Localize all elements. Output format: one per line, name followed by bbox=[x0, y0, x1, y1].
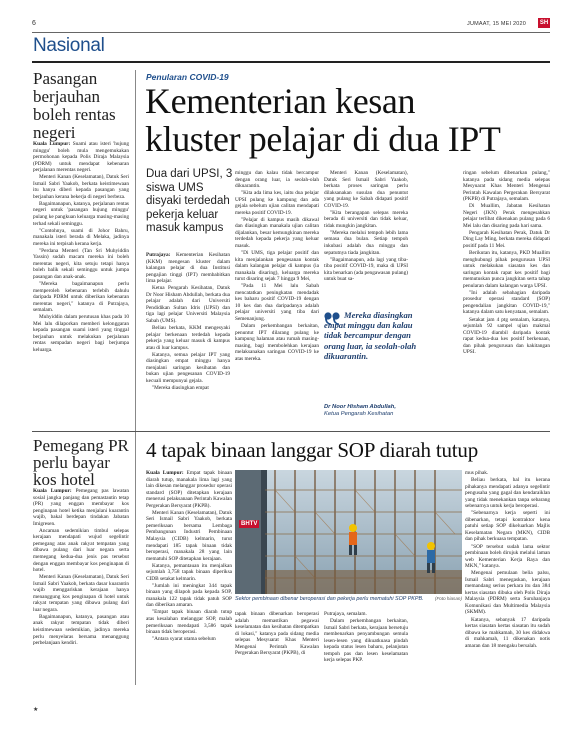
sop-story-para: Menteri Kanan (Keselamatan), Datuk Seri Ismail Sabri Yaakob, berkata pemeriksaan bersama Lembaga Pembangunan Industri Pembinaan Malaysia (CIDB) kelmarin, turut mendapati 185 tapak binaan tidak beroperasi, manakala 28 yang lain mematuhi SOP ditetapkan kerajaan. bbox=[146, 509, 232, 562]
construction-photo bbox=[235, 470, 462, 594]
left-story1-para: Bagaimanapun, katanya, perjalanan rentas negeri untuk 'pasangan hujung minggu' pulang ke pangkuan keluarga masing-masing terhad sekali seminggu. bbox=[33, 200, 129, 227]
left-story2-headline: Pemegang PR perlu bayar kos hotel bbox=[33, 436, 129, 489]
left-story2-para: Bagaimanapun, katanya, pasangan atau anak rakyat tempatan tidak diberi keistimewaan sedemikian, jadinya mereka perlu menyelaras bersama menanggung perbelanjaan kendiri. bbox=[33, 613, 129, 647]
mid-page-rule bbox=[32, 431, 550, 432]
sop-story-col2 bbox=[235, 611, 319, 688]
main-story-subhead: Dua dari UPSI, 3 siswa UMS disyaki terdedah pekerja keluar masuk kampus bbox=[146, 168, 233, 234]
main-story-para: "Mereka diasingkan empat bbox=[152, 384, 209, 391]
left-story1-para: Kuala Lumpur: Suami atau isteri 'hujung minggu' boleh mula mengemukakan permohonan kepada Polis Diraja Malaysia (PDRM) untuk mendapat kebenaran perjalanan merentas negeri. bbox=[33, 141, 129, 174]
sop-story-para: "Jumlah ini meningkat 344 tapak binaan yang dilapoh pada kepada SOP, manakala 122 tapak tidak patuh SOP dan diberikan amaran. bbox=[146, 582, 232, 609]
left-story1-para: Menteri Kanan (Keselamatan), Datuk Seri Ismail Sabri Yaakob, berkata keistimewaan itu hanya diberi kepada pasangan yang berjauhan kerana bekerja di negeri berbeza. bbox=[33, 174, 129, 200]
left-story1-para: "Contohnya, suami di Johor Bahru, manakala isteri berada di Melaka, jadinya mereka ini terpisah kerana kerja. bbox=[33, 227, 129, 247]
sop-story-para: Katanya, pemantauan itu menjalkan sejumlah 3,758 tapak binaan diperiksa CIDB setakat kelmarin. bbox=[146, 562, 232, 582]
photo-watermark: BHTV bbox=[241, 521, 258, 527]
left-story2-para: Menteri Kanan (Keselamatan), Datuk Seri Ismail Sabri Yaakob, berkata dasar kuarantin wajib menggariskan kerajaan hanya menanggung kos penginapan di hotel untuk rakyat tempatan yang dibawa pulang dari luar negara. bbox=[33, 574, 129, 613]
left-story1-para: "Perdana Menteri (Tan Sri Muhyiddin Yassin) sudah macam mereka ini boleh merentas negeri, kita setuju tetapi hanya boleh balik sekali seminggu untuk jumpa pasangan dan anak-anak. bbox=[33, 247, 129, 280]
sop-story-para: Mengenai pemulaan belia palsu, Ismail Sabri menegaskan, kerajaan memandang serius perkara itu dan 384 kertas siasatan dibuka oleh Polis Diraja Malaysia (PDRM) serta Suruhanjaya Komunikasi dan Multimedia Malaysia (SKMM). bbox=[465, 570, 550, 616]
main-story-kicker: Penularan COVID-19 bbox=[146, 72, 229, 82]
sop-story-para: Beliau berkata, hal itu kerana pihakanya mendapati adanya segelintir pengusaha yang gagal dan kendaraiklan yang tidak menekankan tanpa sebarang sebenarnya untuk kerja beroperasi. bbox=[465, 477, 550, 510]
masthead-bottom-rule bbox=[32, 61, 550, 63]
left-story1-headline: Pasangan berjauhan boleh rentas negeri bbox=[33, 69, 116, 142]
sop-story-col4 bbox=[465, 470, 550, 688]
main-story-para: "Pelajar di kampus masih dikawal dan diasingkan manakala ujian calitan dijalankan, besar kemungkinan mereka terdedah kepada pekerja yang keluar masuk. bbox=[235, 216, 319, 250]
sop-story-para: Putrajaya, semalam. bbox=[324, 611, 367, 617]
main-story-para: "Ini adalah sebahagian daripada prosedur operasi standard (SOP) pengendalian jangkitan COVID-19," katanya dalam satu kenyataan, semalam. bbox=[463, 289, 550, 316]
main-story-col3 bbox=[324, 170, 408, 308]
end-of-page-star-icon: ★ bbox=[33, 707, 39, 713]
main-story-para: Katanya, semua pelajar IPT yang diasingkan empat minggu hanya menjalani saringan kesihatan dan bukan ujian pengesanan COVID-19 kecuali mempunyai gejala. bbox=[146, 351, 230, 384]
main-story-para: "Mereka melalui tempoh lebih lama semasa dua bulan. Setiap tempoh inkubasi adalah dua minggu dan sepatutnya tiada jangkitan. bbox=[324, 229, 408, 256]
sop-story-headline: 4 tapak binaan langgar SOP diarah tutup bbox=[146, 438, 479, 462]
main-story-para: Setakat jam 4 ptg semalam, katanya, sejumlah 92 sampel ujian makmal COVID-19 diambil daripada kontak rapat kedua-dua kes positif berkenaan, dan pihak pengurusan dan kakitangan UPSI. bbox=[463, 316, 550, 356]
sop-story-para: "Antara syarat utama sebelum bbox=[152, 636, 216, 643]
photo-caption-text: Sektor pembinaan dibenar beroperasi dan pekerja perlu mematuhi SOP PKPB. bbox=[235, 596, 424, 602]
sop-story-col3 bbox=[324, 611, 408, 688]
left-column-divider bbox=[135, 70, 136, 685]
main-story-headline-line2: kluster pelajar di dua IPT bbox=[145, 119, 501, 159]
main-story-para: Di Muallim, Jabatan Kesihatan Negeri (JKN) Perak mengesahkan pelajar terlibat dikenakan pulang pada 6 Mei lalu dan disaring pada hari sama. bbox=[463, 203, 550, 229]
left-story2-para: Kuala Lumpur: Pemegang pas lawatan sosial jangka panjang dan pemastautin tetap (PR) yang enggan membayar kos penginapan hotel ketika menjalani kuarantin wajib, bakal berdepan tindakan Jabatan Imigresen. bbox=[33, 488, 129, 527]
pull-quote-text: Mereka diasingkan empat minggu dan kalau tidak bercampur dengan orang luar, ia seolah-olah dikuarantin. bbox=[324, 310, 417, 361]
page-number: 6 bbox=[32, 20, 36, 27]
left-story2-body bbox=[33, 488, 129, 688]
main-story-para: "Pada 11 Mei lalu Sabah mencatatkan peningkatan mendadak kes baharu positif COVID-19 dengan 10 kes dan dua daripadanya adalah pelajar universiti yang tiba dari Semenanjung. bbox=[235, 283, 319, 323]
photo-caption bbox=[235, 596, 462, 602]
main-story-col1 bbox=[146, 252, 230, 428]
main-story-headline-line1: Kementerian kesan bbox=[145, 81, 416, 121]
section-title: Nasional bbox=[33, 35, 105, 56]
main-story-para: Berikutan itu, katanya, PKD Muallim menghubungi pihak pengurusan UPSI untuk melakukan siasatan kes dan saringan kontak rapat kes positif bagi memutuskan punca jangkitan serta tahap penularan dalam kalangan warga UPSI. bbox=[463, 250, 550, 289]
main-story-para: minggu dan kalau tidak bercampur dengan orang luar, ia seolah-olah dikuarantin. bbox=[235, 170, 319, 190]
pull-quote bbox=[324, 310, 434, 426]
page-date: JUMAAT, 15 MEI 2020 bbox=[467, 21, 527, 27]
sop-story-para: Kuala Lumpur: Empat tapak binaan diarah tutup, manakala lima lagi yang lain dikesan melanggar prosedur operasi standard (SOP) ditetapkan kerajaan menerusi pelaksanaan Perintah Kawalan Pergerakan Bersyarat (PKPB). bbox=[146, 470, 232, 509]
main-story-para: Beliau berkata, KKM mengesyaki pelajar berkenaan terdedah kepada pekerja yang keluar masuk di kampus atau di luar kampus. bbox=[146, 325, 230, 351]
sop-story-col1 bbox=[146, 470, 232, 688]
sop-story-para: tapak binaan dibenarkan beroperasi adalah memastikan pegawai keselamatan dan kesihatan ditempatkan di lokasi," katanya pada sidang media selepas Mesyuarat Khas Menteri Mengenai Perintah Kawalan Pergerakan Bersyarat (PKPB), di bbox=[235, 611, 319, 657]
sop-story-para: Dalam perkembangan berkaitan, Ismail Sabri berkata, kerajaan bersetuju membenarkan penyambungan semula lesen-lesen yang dikuatkuasa pindah kepada status lesen baharu, pelanjutan tempoh pas dan lesen keselamatan kerja selepas PKP. bbox=[324, 618, 408, 664]
main-story-para: "Kita ada lima kes, iaitu dua pelajar UPSI pulang ke kampung dan ada gejala sebelum ujian calitan mendapati mereka positif COVID-19. bbox=[235, 190, 319, 216]
main-story-col4 bbox=[463, 170, 550, 428]
photo-credit: (Foto hiasan) bbox=[434, 596, 462, 601]
left-story1-para: Muhyiddin dalam perutusan khas pada 10 Mei lalu dilaporkan memberi kelonggaran kepada pasangan suami isteri yang tinggal berjauhan untuk melakukan perjalanan rentas sempadan negeri bagi berjumpa keluarga. bbox=[33, 314, 129, 353]
sop-story-para: mus pihak. bbox=[465, 470, 489, 476]
pull-quote-attribution-name: Dr Noor Hisham Abdullah, bbox=[324, 404, 396, 410]
main-story-para: Ketua Pengarah Kesihatan, Datuk Dr Noor Hisham Abdullah, berkata dua pelajar adalah dari Universiti Pendidikan Sultan Idris (UPSI) dan tiga lagi pelajar Universiti Malaysia Sabah (UMS). bbox=[146, 285, 230, 324]
brand-mark-logo: SH bbox=[539, 20, 549, 26]
left-story1-para: "Mereka bagaimanapun perlu memperoleh kebenaran terlebih dahulu daripada PDRM untuk diberikan kebenaran merentas negeri," katanya di Putrajaya, semalam. bbox=[33, 280, 129, 314]
sop-story-para: "Empat tapak binaan diarah tutup atas kesalahan melanggar SOP, malah pemeriksaan mendapati 3,586 tapak binaan tidak beroperasi. bbox=[146, 609, 232, 636]
sop-story-para: "SOP tersebut sudah lama sektor pembinaan boleh dirujuk melalui laman web Kementerian Kerja Raya dan MKN," katanya. bbox=[465, 543, 550, 570]
main-story-para: "Bagaimanapun, ada lagi yang tiba-tiba positif COVID-19, maka di UPSI kita benarkan (ada pengawasan pulang) untuk buat sa- bbox=[324, 256, 408, 283]
main-story-para: Menteri Kanan (Keselamatan), Datuk Seri Ismail Sabri Yaakob, berkata proses saringan perlu dilaksanakan susulan dua penuntut yang pulang ke Sabah didapati positif COVID-19. bbox=[324, 170, 408, 209]
main-story-col2 bbox=[235, 170, 319, 428]
main-story-para: "Di UMS, tiga pelajar positif dan kita menjalankan pengesanan kontak dalam kalangan pelajar di kampus (ia manakala disaring), keluarga mereka turut disaring sejak 7 hingga 9 Mei, bbox=[235, 250, 319, 283]
sop-story-para: Katanya, sebanyak 17 daripada kertas siasatan kertas siasatan itu sudah dibawa ke mahkamah, 30 kes didakwa di mahkamah, 11 dikenakan notis amaran dan 18 mengaku bersalah. bbox=[465, 616, 550, 649]
main-story-para: Pengarah Kesihatan Perak, Datuk Dr Ding Lay Ming, berkata mereka didapati positif pada 11 Mei. bbox=[463, 229, 550, 250]
main-story-para: ringan sebelum dibenarkan pulang," katanya pada sidang media selepas Mesyuarat Khas Menteri Mengenai Perintah Kawalan Pergerakan Bersyarat (PKPB) di Putrajaya, semalam. bbox=[463, 170, 550, 203]
sop-story-para: "Sebenarnya kerja seperti ini dibenarkan, tetapi kontraktor kena patuhi setiap SOP dikeluarkan Majlis Keselamatan Negara (MKN), CIDB dan pihak berkuasa tempatan. bbox=[465, 510, 550, 543]
masthead-top-rule bbox=[32, 32, 550, 33]
left-story1-body bbox=[33, 141, 129, 425]
left-story2-para: Ancaman sedemikian timbul selepas kerajaan mendapati wujud segelintir pemegang atas anak rakyat tempatan yang dibawa pulang dari luar negara serta memegang kedua-dua jenis pas tersebut dengan enggan membayar kos penginapan di hotel. bbox=[33, 527, 129, 574]
main-story-para: Putrajaya: Kementerian Kesihatan (KKM) mengesan kluster dalam kalangan pelajar di dua Institusi pengajian tinggi (IPT) membabitkan lima pelajar. bbox=[146, 252, 230, 285]
pull-quote-attribution-title: Ketua Pengarah Kesihatan bbox=[324, 411, 394, 417]
main-story-para: "Kita berangapan selepas mereka berada di universiti dan tidak keluar, tidak mungkin jangkitan. bbox=[324, 209, 408, 229]
main-story-para: Dalam perkembangan berkaitan, penuntut IPT dilarang pulang ke kampung halaman atau rumah masing-masing, bagi membolehkan kerajaan melaksanakan saringan COVID-19 ke atas mereka. bbox=[235, 323, 319, 362]
